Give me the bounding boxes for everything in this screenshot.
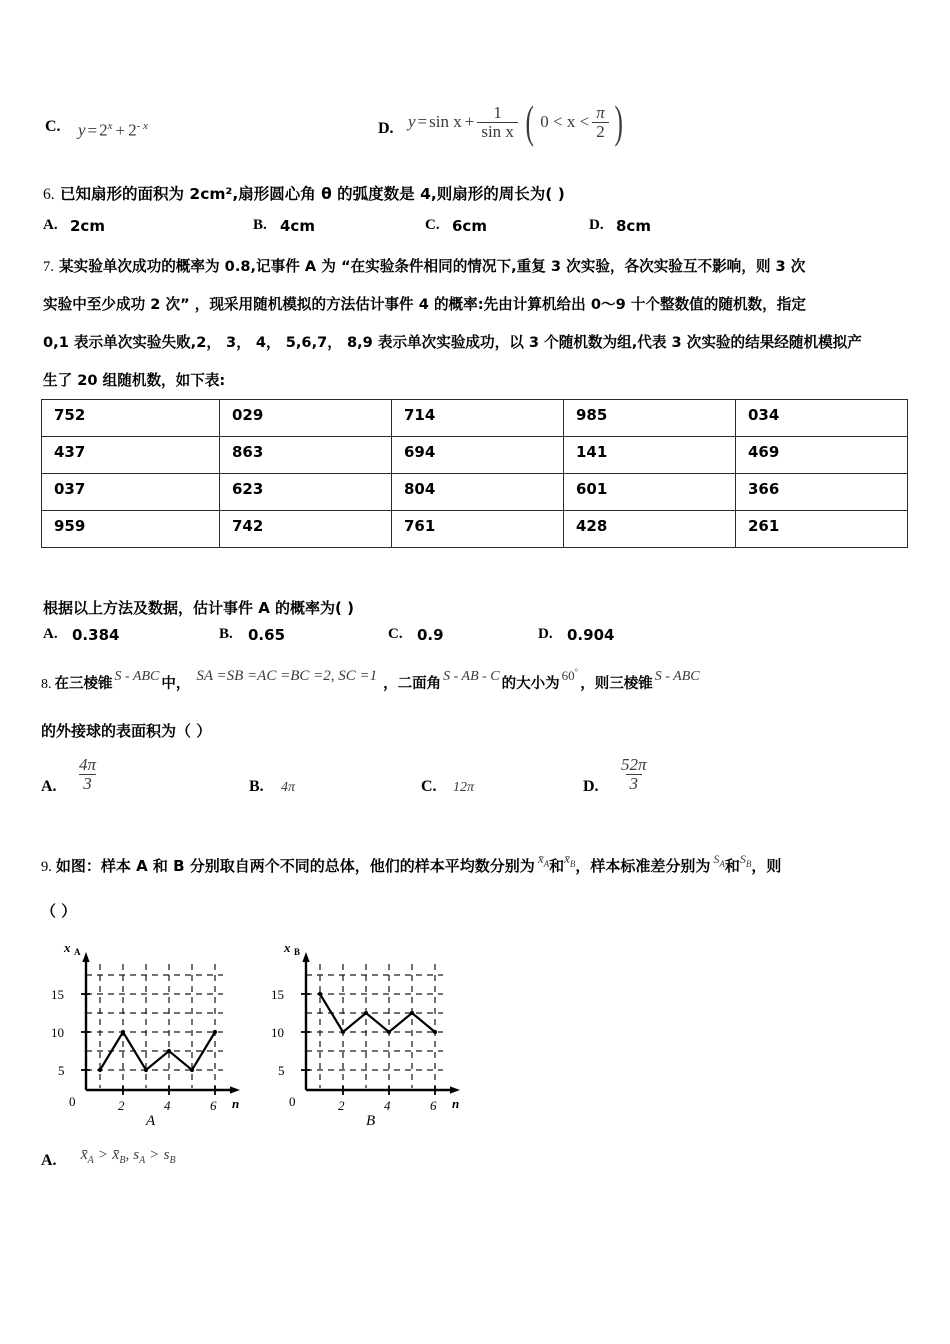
q5-option-d-formula <box>408 96 626 148</box>
x-bar-symbol: x̄ <box>564 851 570 866</box>
q6-option-b-label: B. <box>253 217 267 233</box>
question-7-line-2 <box>43 293 806 314</box>
fraction <box>617 756 651 793</box>
s-symbol: S <box>713 852 720 866</box>
chart-a-svg <box>38 930 258 1125</box>
formula-fraction-one-over-sinx <box>477 104 518 141</box>
question-9-seg-1: 如图：样本 A 和 B 分别取自两个不同的总体，他们的样本平均数分别为 <box>55 857 535 875</box>
x-tick-label-4: 4 <box>164 1098 171 1113</box>
question-7-line-3-text: 0,1 表示单次实验失败,2， 3， 4， 5,6,7， 8,9 表示单次实验成功，以 3 个随机数为组,代表 3 次实验的结果经随机模拟产 <box>43 334 862 351</box>
fraction-numerator: 1 <box>493 103 502 122</box>
degree-icon: ° <box>574 667 579 677</box>
question-6 <box>43 182 565 204</box>
x-bar-symbol: x̄ <box>537 851 544 866</box>
question-6-number: 6. <box>43 186 55 203</box>
fraction-numerator: 52π <box>621 755 647 774</box>
chart-a <box>38 930 258 1125</box>
table-cell: 714 <box>392 400 564 437</box>
q7-option-b-text: 0.65 <box>248 626 286 644</box>
question-7-line-4 <box>43 369 225 390</box>
comma: , <box>125 1147 130 1163</box>
table-row <box>42 400 908 437</box>
x-tick-label-2: 2 <box>338 1098 345 1113</box>
subscript-a: A <box>87 1155 94 1167</box>
question-8-number: 8. <box>41 677 52 692</box>
y-tick-label-5: 5 <box>278 1063 285 1078</box>
subscript-b: B <box>119 1155 126 1167</box>
question-9-seg-5: ，则 <box>751 857 782 875</box>
q6-option-a-label: A. <box>43 217 58 233</box>
q8-option-b-label: B. <box>249 778 264 795</box>
formula-plus: + <box>115 120 126 140</box>
x-axis-label: n <box>452 1096 460 1111</box>
question-9-option-a <box>41 1146 176 1172</box>
table-cell: 261 <box>736 511 908 548</box>
fraction <box>75 756 100 793</box>
formula-sin-x: sin x <box>429 112 462 132</box>
s-symbol: s <box>163 1147 170 1163</box>
fraction-denominator: 3 <box>626 774 643 793</box>
question-8-line-1 <box>41 667 700 693</box>
question-8-seg-2: 中， <box>161 676 191 692</box>
table-cell: 959 <box>42 511 220 548</box>
q5-option-c-label: C. <box>45 118 61 135</box>
fraction-denominator: sin x <box>477 122 518 141</box>
formula-base-2: 2 <box>128 120 137 140</box>
question-8-line-2-text: 的外接球的表面积为（ ） <box>41 722 212 740</box>
table-cell: 761 <box>392 511 564 548</box>
question-8-sup-2: SA =SB =AC =BC =2, SC =1 <box>196 668 378 684</box>
q6-option-c-label: C. <box>425 217 440 233</box>
q9-option-a-label: A. <box>41 1152 57 1169</box>
y-tick-label-15: 15 <box>51 987 64 1002</box>
q9-option-a-expression <box>81 1146 176 1166</box>
formula-eq: = <box>417 112 428 132</box>
table-cell: 029 <box>220 400 392 437</box>
table-cell: 742 <box>220 511 392 548</box>
x-tick-label-6: 6 <box>430 1098 437 1113</box>
y-axis-label-subscript: B <box>294 947 301 957</box>
table-row <box>42 511 908 548</box>
greater-than-icon: > <box>98 1147 108 1163</box>
question-8-sup-1: S - ABC <box>114 669 160 684</box>
origin-label: 0 <box>289 1094 296 1109</box>
chart-b-svg <box>258 930 478 1125</box>
table-cell: 623 <box>220 474 392 511</box>
question-8-sup-5: S - ABC <box>654 669 700 684</box>
q6-option-b-text: 4cm <box>280 217 315 235</box>
q5-option-c <box>45 118 61 136</box>
formula-plus: + <box>464 112 475 132</box>
formula-condition-left: 0 < x < <box>540 112 590 132</box>
greater-than-icon: > <box>150 1147 159 1163</box>
q8-option-c-value: 12π <box>453 780 475 795</box>
q6-option-c-text: 6cm <box>452 217 487 235</box>
y-axis-label-subscript: A <box>74 947 81 957</box>
subscript-b: B <box>169 1155 176 1167</box>
table-cell: 469 <box>736 437 908 474</box>
q7-option-b-label: B. <box>219 626 233 642</box>
table-cell: 141 <box>564 437 736 474</box>
question-8-seg-4: 的大小为 <box>501 676 560 692</box>
q6-option-a-text: 2cm <box>70 217 105 235</box>
question-7-followup-text: 根据以上方法及数据，估计事件 A 的概率为( ) <box>43 599 354 617</box>
table-cell: 804 <box>392 474 564 511</box>
subscript-a: A <box>543 859 550 870</box>
x-tick-label-6: 6 <box>210 1098 217 1113</box>
table-cell: 437 <box>42 437 220 474</box>
question-9-seg-3: ，样本标准差分别为 <box>575 857 711 875</box>
question-9-number: 9. <box>41 859 52 875</box>
x-tick-label-2: 2 <box>118 1098 125 1113</box>
formula-y: y <box>78 120 86 140</box>
subscript-a: A <box>719 859 725 870</box>
table-cell: 428 <box>564 511 736 548</box>
chart-b-title: B <box>366 1113 376 1125</box>
fraction-numerator: π <box>596 103 605 122</box>
random-number-table <box>41 399 908 548</box>
table-cell: 985 <box>564 400 736 437</box>
question-8-seg-1: 在三棱锥 <box>54 676 113 692</box>
question-8-seg-5: ，则三棱锥 <box>580 676 653 692</box>
formula-y: y <box>408 112 416 132</box>
fraction-denominator: 3 <box>79 774 96 793</box>
question-7-line-1-text: 某实验单次成功的概率为 0.8,记事件 A 为 “在实验条件相同的情况下,重复 3 次实验，各次实验互不影响，则 3 次 <box>59 258 806 275</box>
q7-option-c-text: 0.9 <box>417 626 444 644</box>
x-axis-label: n <box>232 1096 240 1111</box>
y-tick-label-10: 10 <box>51 1025 64 1040</box>
q7-option-a-label: A. <box>43 626 58 642</box>
x-tick-label-4: 4 <box>384 1098 391 1113</box>
q7-option-d-text: 0.904 <box>567 626 615 644</box>
formula-sup-2: - x <box>136 120 148 132</box>
question-9-line-1 <box>41 851 782 877</box>
right-paren: ) <box>614 96 623 148</box>
q6-option-d-label: D. <box>589 217 604 233</box>
formula-sup-1: x <box>107 120 113 132</box>
question-9-seg-2: 和 <box>549 857 565 875</box>
q8-option-d-value <box>617 756 651 793</box>
question-8-sup-4: 60 <box>561 668 575 683</box>
q5-option-c-formula <box>78 120 148 141</box>
origin-label: 0 <box>69 1094 76 1109</box>
s-a-symbol <box>713 850 725 869</box>
s-symbol: S <box>739 852 746 866</box>
chart-b <box>258 930 478 1125</box>
subscript-b: B <box>569 859 576 870</box>
y-axis-label: x <box>284 940 291 955</box>
formula-fraction-pi-over-two <box>592 104 609 141</box>
question-8-sup-3: S - AB - C <box>443 669 500 684</box>
q7-option-d-label: D. <box>538 626 553 642</box>
question-8-seg-3: ，二面角 <box>383 676 442 692</box>
question-9-seg-4: 和 <box>724 857 740 875</box>
x-bar-b-symbol <box>564 850 575 869</box>
s-b-symbol <box>740 850 752 869</box>
question-7-number: 7. <box>43 259 54 275</box>
question-9-line-2-text: （ ） <box>41 902 77 920</box>
x-bar-symbol: x̄ <box>112 1146 120 1163</box>
q7-option-c-label: C. <box>388 626 403 642</box>
q8-option-a-label: A. <box>41 778 57 795</box>
q8-option-c-label: C. <box>421 778 437 795</box>
y-axis-label: x <box>64 940 71 955</box>
y-tick-label-10: 10 <box>271 1025 284 1040</box>
q5-option-d <box>378 120 394 138</box>
fraction-denominator: 2 <box>592 122 609 141</box>
formula-eq: = <box>87 120 98 140</box>
question-7-line-1 <box>43 255 805 276</box>
question-7-line-4-text: 生了 20 组随机数，如下表: <box>43 372 226 389</box>
table-cell: 037 <box>42 474 220 511</box>
q8-option-b-value: 4π <box>281 780 296 795</box>
q5-option-d-label: D. <box>378 120 394 137</box>
question-7-line-3 <box>43 331 862 352</box>
table-cell: 863 <box>220 437 392 474</box>
q8-option-a-value <box>75 756 100 793</box>
formula-base-1: 2 <box>99 120 108 140</box>
question-7-followup <box>43 597 354 618</box>
table-cell: 694 <box>392 437 564 474</box>
x-bar-symbol: x̄ <box>80 1146 88 1163</box>
y-tick-label-5: 5 <box>58 1063 65 1078</box>
chart-a-title: A <box>146 1113 156 1125</box>
fraction-numerator: 4π <box>79 755 97 774</box>
table-cell: 752 <box>42 400 220 437</box>
left-paren: ( <box>525 96 534 148</box>
y-tick-label-15: 15 <box>271 987 284 1002</box>
question-8-line-2 <box>41 720 211 741</box>
q6-option-d-text: 8cm <box>616 217 651 235</box>
question-9-line-2 <box>41 900 76 921</box>
table-row <box>42 474 908 511</box>
subscript-a: A <box>139 1155 146 1167</box>
table-cell: 601 <box>564 474 736 511</box>
question-8-options <box>41 752 741 802</box>
table-cell: 366 <box>736 474 908 511</box>
table-cell: 034 <box>736 400 908 437</box>
s-symbol: s <box>133 1147 140 1163</box>
question-6-text: 已知扇形的面积为 2cm²,扇形圆心角 θ 的弧度数是 4,则扇形的周长为( ) <box>60 185 565 203</box>
subscript-b: B <box>745 859 752 870</box>
x-bar-a-symbol <box>538 850 549 869</box>
q8-option-d-label: D. <box>583 778 599 795</box>
q7-option-a-text: 0.384 <box>72 626 120 644</box>
question-7-line-2-text: 实验中至少成功 2 次” ，现采用随机模拟的方法估计事件 4 的概率:先由计算机给出 0～9 十个整数值的随机数，指定 <box>43 296 806 313</box>
table-row <box>42 437 908 474</box>
